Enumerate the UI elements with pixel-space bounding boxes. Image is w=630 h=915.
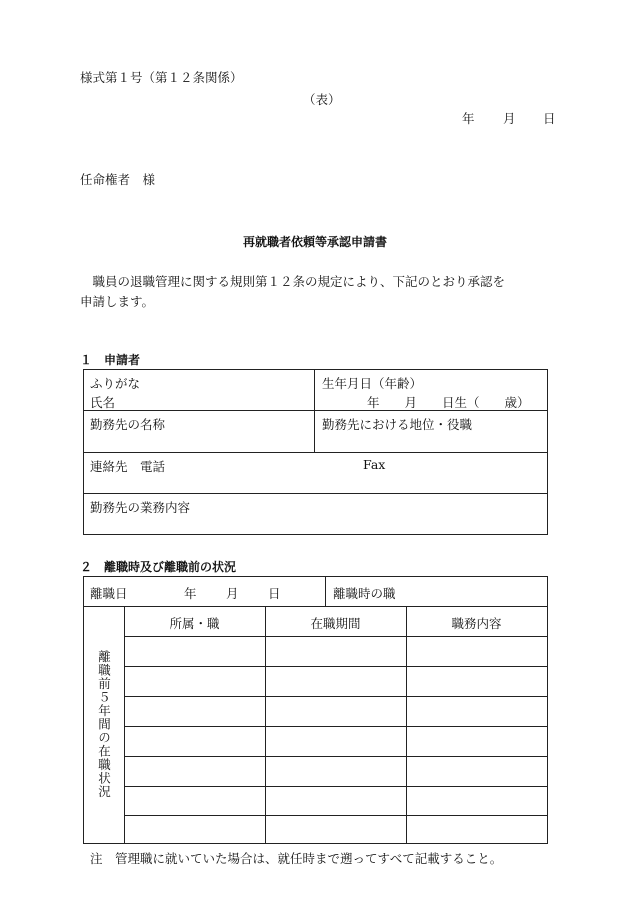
history-table-rule: [124, 636, 547, 637]
date-day-label: 日: [543, 111, 556, 126]
fax-label: Fax: [363, 457, 386, 472]
retire-post-label: 離職時の職: [333, 586, 396, 601]
history-table-rule: [124, 786, 547, 787]
applicant-table-rule: [84, 452, 547, 453]
history-table-divider: [325, 577, 326, 606]
history-table-divider: [265, 606, 266, 844]
side-label: （表）: [303, 92, 341, 107]
addressee: 任命権者 様: [80, 172, 156, 187]
form-number: 様式第１号（第１２条関係）: [80, 70, 243, 85]
intro-line-2: 申請します。: [80, 294, 155, 309]
history-side-label: 離職前５年間の在職状況: [96, 650, 112, 799]
furigana-label: ふりがな: [90, 376, 141, 391]
position-label: 勤務先における地位・役職: [322, 417, 473, 432]
applicant-table-divider: [314, 370, 315, 453]
birth-value: 年 月 日生（ 歳）: [367, 395, 530, 410]
retire-year-label: 年: [184, 586, 197, 601]
footnote: 注 管理職に就いていた場合は、就任時まで遡ってすべて記載すること。: [90, 851, 503, 866]
business-label: 勤務先の業務内容: [90, 500, 191, 515]
history-table-rule: [124, 726, 547, 727]
section2-heading: ２ 離職時及び離職前の状況: [80, 560, 237, 574]
retire-date-label: 離職日: [90, 586, 128, 601]
retire-month-label: 月: [226, 586, 239, 601]
applicant-table: [83, 369, 548, 535]
employer-name-label: 勤務先の名称: [90, 417, 166, 432]
history-table: [83, 576, 548, 844]
date-year-label: 年: [462, 111, 475, 126]
intro-line-1: 職員の退職管理に関する規則第１２条の規定により、下記のとおり承認を: [80, 274, 506, 289]
column-header-affiliation: 所属・職: [169, 616, 220, 631]
history-table-rule: [124, 666, 547, 667]
retire-day-label: 日: [268, 586, 281, 601]
section1-heading: １ 申請者: [80, 353, 141, 367]
date-month-label: 月: [503, 111, 516, 126]
history-table-rule: [124, 815, 547, 816]
history-table-rule: [124, 696, 547, 697]
column-header-duties: 職務内容: [451, 616, 502, 631]
column-header-period: 在職期間: [310, 616, 361, 631]
history-table-rule: [84, 606, 547, 607]
birth-label: 生年月日（年齢）: [322, 376, 423, 391]
history-table-divider: [406, 606, 407, 844]
contact-phone-label: 連絡先 電話: [90, 459, 166, 474]
history-table-rule: [124, 756, 547, 757]
page-title: 再就職者依頼等承認申請書: [242, 235, 387, 249]
name-label: 氏名: [90, 395, 116, 410]
history-table-divider: [124, 606, 125, 844]
applicant-table-rule: [84, 493, 547, 494]
